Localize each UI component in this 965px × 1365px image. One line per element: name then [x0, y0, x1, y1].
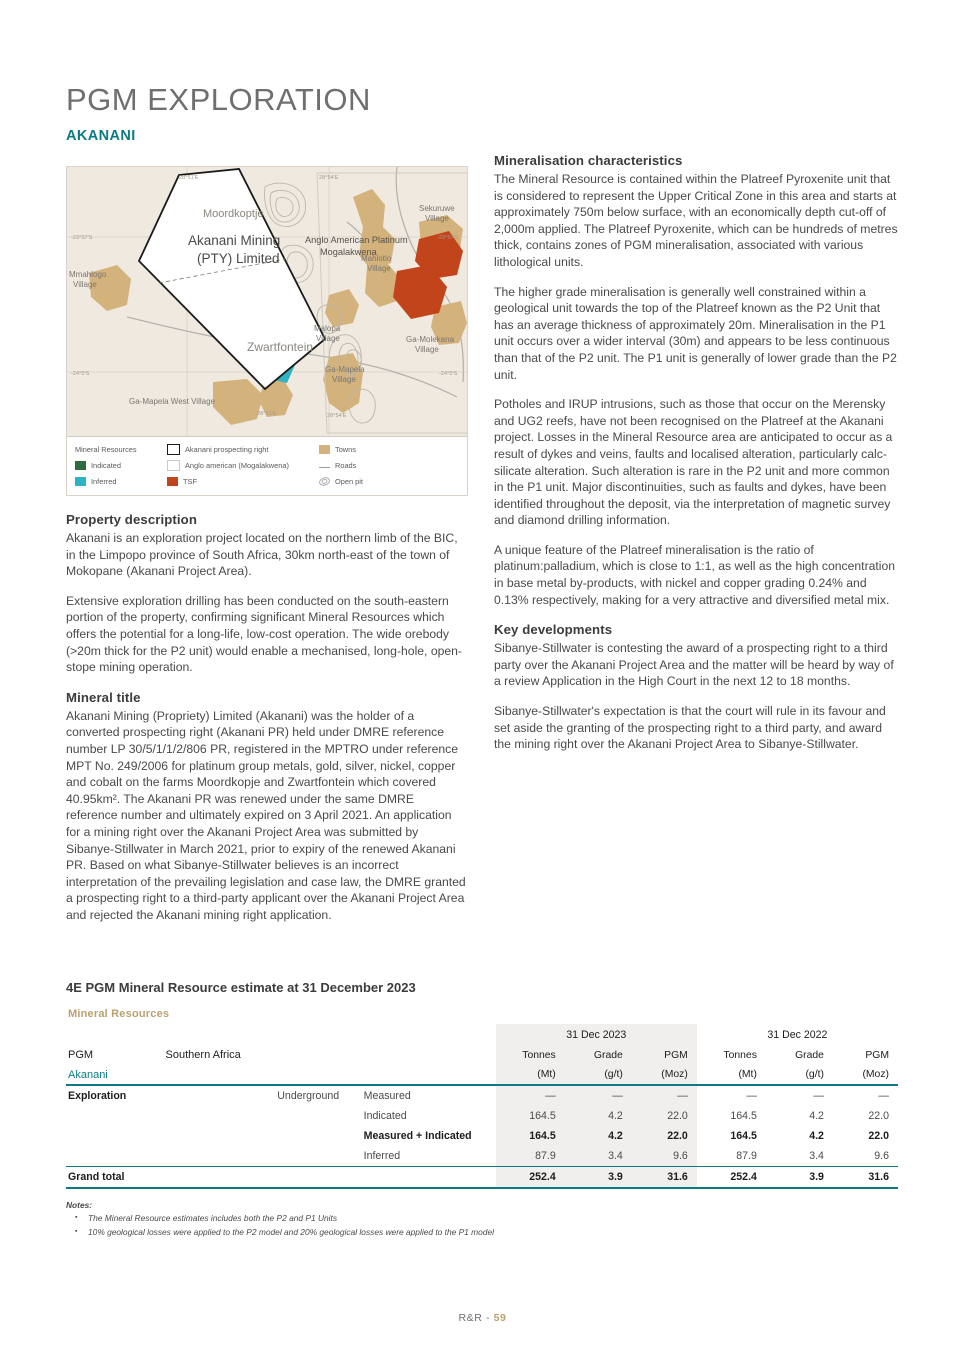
mineral-resource-table: [66, 1024, 898, 1189]
table-year-header-row: [66, 1024, 898, 1045]
svg-text:Mogalakwena: Mogalakwena: [320, 247, 377, 257]
table-group-label: Mineral Resources: [68, 1008, 170, 1020]
svg-text:Mmahlogo: Mmahlogo: [69, 270, 107, 279]
legend-item-anglo-american: Anglo american (Mogalakwena): [167, 459, 317, 472]
row-classification: Measured: [363, 1090, 411, 1102]
legend-item-tsf: TSF: [167, 475, 317, 488]
table-units-row: [66, 1065, 898, 1085]
indicated-swatch-icon: [75, 461, 86, 470]
paragraph: Akanani is an exploration project located on the northern limb of the BIC, in the Limpopo province of South Africa, 30km north-east of the town of Mokopane (Akanani Project Area).: [66, 531, 458, 579]
table-row: [66, 1106, 898, 1126]
cell-2022-pgm: 9.6: [833, 1146, 898, 1167]
total-2022-tonnes: 252.4: [697, 1167, 766, 1189]
section-key-developments: [494, 622, 898, 753]
section-heading: Key developments: [494, 622, 613, 638]
total-2022-grade: 3.9: [766, 1167, 833, 1189]
row-method: [277, 1146, 363, 1167]
svg-text:Village: Village: [316, 334, 340, 343]
unit-2023-tonnes: (Mt): [496, 1065, 565, 1085]
svg-text:28°54'E: 28°54'E: [327, 413, 347, 419]
cell-2023-tonnes: 164.5: [496, 1106, 565, 1126]
cell-2022-tonnes: 164.5: [730, 1110, 757, 1122]
paragraph: The Mineral Resource is contained within the Platreef Pyroxenite unit that is considered to represent the Upper Critical Zone in this area and starts at approximately 750m below surface, with an economically depth cut-off of 2,000m applied. The Platreef Pyroxenite, which can be hundreds of metres thick, contains zones of PGM mineralisation, associated with various lithological units.: [494, 172, 898, 269]
tsf-swatch-icon: [167, 477, 178, 486]
header-2023-grade: Grade: [565, 1045, 632, 1065]
cell-2023-grade: 4.2: [565, 1106, 632, 1126]
svg-text:-23°57'S: -23°57'S: [71, 235, 93, 241]
legend-item-indicated: Indicated: [75, 459, 160, 472]
header-commodity: PGM: [68, 1049, 94, 1061]
row-category: [66, 1106, 166, 1126]
svg-text:Malopa: Malopa: [314, 324, 341, 333]
svg-text:Mahlotlo: Mahlotlo: [361, 254, 392, 263]
paragraph: The higher grade mineralisation is generally well constrained within a geological unit towards the top of the Platreef known as the P2 Unit that has an average thickness of approximately 20m. Mineralisation in the P1 unit occurs over a wider interval (30m) and appears to be less continuous than that of the P2 unit. The P1 unit is generally of lower grade than the P2 unit.: [494, 284, 897, 382]
cell-2023-grade: 4.2: [565, 1126, 632, 1146]
paragraph: Sibanye-Stillwater's expectation is that the court will rule in its favour and set aside the granting of the prospecting right to a third party, and award the mining right over the Akanani Project Area to Sibanye-Stillwater.: [494, 704, 886, 752]
legend-item-towns: Towns: [319, 443, 409, 456]
page-title: PGM EXPLORATION: [66, 82, 371, 117]
table-row: [66, 1146, 898, 1167]
total-2023-pgm: 31.6: [632, 1167, 697, 1189]
header-2022-grade: Grade: [795, 1049, 824, 1061]
total-label: Grand total: [66, 1167, 496, 1189]
unit-2023-grade: (g/t): [565, 1065, 632, 1085]
row-classification: Indicated: [363, 1110, 407, 1122]
total-2023-grade: 3.9: [565, 1167, 632, 1189]
paragraph: Extensive exploration drilling has been conducted on the south-eastern portion of the property, confirming significant Mineral Resources which offers the potential for a long-life, low-cost operation. The wide orebody (>20m thick for the P2 unit) would enable a mechanised, long-hole, open-stope mining operation.: [66, 593, 462, 675]
section-mineral-title: [66, 690, 468, 924]
svg-text:-24°0'S: -24°0'S: [439, 371, 458, 377]
header-2023-tonnes: Tonnes: [496, 1045, 565, 1065]
svg-text:Village: Village: [425, 214, 449, 223]
cell-2022-pgm: 22.0: [868, 1130, 889, 1142]
legend-item-open-pit: Open pit: [319, 475, 409, 488]
unit-2022-tonnes: (Mt): [697, 1065, 766, 1085]
footer-prefix: R&R -: [458, 1312, 494, 1324]
svg-text:Ga-Molekana: Ga-Molekana: [406, 335, 455, 344]
cell-2022-grade: 4.2: [809, 1130, 824, 1142]
year-header-2023: 31 Dec 2023: [496, 1024, 697, 1045]
cell-2023-pgm: 9.6: [632, 1146, 697, 1167]
section-heading: Mineralisation characteristics: [494, 153, 683, 168]
svg-text:Ga-Mapela West Village: Ga-Mapela West Village: [129, 397, 215, 406]
akanani-location-map: [66, 166, 468, 496]
section-heading: Mineral title: [66, 689, 141, 705]
paragraph: Potholes and IRUP intrusions, such as those that occur on the Merensky and UG2 reefs, have not been recognised on the Platreef at the Akanani project. Losses in the Mineral Resource area are anticipated to occur as a result of dykes and veins, faults and localised alteration, particularly calc-silicate alteration. Such alteration is rare in the P2 unit and more common in the P1 unit. Major discontinuities, such as faults and dykes, have been identified throughout the deposit, via the interpretation of magnetic survey and diamond drilling information.: [494, 397, 893, 528]
year-header-2022: 31 Dec 2022: [767, 1028, 828, 1041]
cell-2023-grade: —: [565, 1085, 632, 1106]
paragraph: Sibanye-Stillwater is contesting the award of a prospecting right to a third party over the Akanani Project Area and the matter will be heard by way of a review Application in the High Court in the next 12 to 18 months.: [494, 641, 894, 689]
cell-2022-pgm: 22.0: [868, 1110, 889, 1122]
svg-text:Village: Village: [415, 345, 439, 354]
cell-2023-tonnes: 87.9: [496, 1146, 565, 1167]
cell-2022-pgm: —: [878, 1090, 889, 1102]
cell-2023-pgm: 22.0: [632, 1106, 697, 1126]
table-row: [66, 1085, 898, 1106]
total-2023-tonnes: 252.4: [496, 1167, 565, 1189]
page-subtitle: AKANANI: [66, 128, 136, 144]
svg-text:-23°57'S: -23°57'S: [437, 235, 459, 241]
table-title: 4E PGM Mineral Resource estimate at 31 December 2023: [66, 980, 416, 995]
section-heading: Property description: [66, 512, 197, 527]
svg-text:28°54'E: 28°54'E: [319, 175, 339, 181]
unit-2023-pgm: (Moz): [632, 1065, 697, 1085]
section-mineralisation-characteristics: [494, 153, 898, 608]
operation-label: Akanani: [66, 1065, 166, 1085]
svg-text:Moordkoptje: Moordkoptje: [203, 208, 264, 220]
paragraph: Akanani Mining (Propriety) Limited (Akanani) was the holder of a converted prospecting right (Akanani PR) held under DMRE reference number LP 30/5/1/1/2/806 PR, registered in the MPTRO under reference MPT No. 249/2006 for platinum group metals, gold, silver, nickel, copper and cobalt on the farms Moordkopje and Zwartfontein which covered 40.95km². The Akanani PR was renewed under the same DMRE reference number and ultimately expired on 3 April 2021. An application for a mining right over the Akanani Project Area was submitted by Sibanye-Stillwater in March 2021, prior to expiry of the renewed Akanani PR. Based on what Sibanye-Stillwater believes is an incorrect interpretation of the prevailing legislation and case law, the DMRE granted a prospecting right to a third-party applicant over the Akanani Project Area and rejected the Akanani mining right application.: [66, 708, 466, 922]
cell-2022-tonnes: 87.9: [697, 1146, 766, 1167]
svg-text:-24°0'S: -24°0'S: [71, 371, 90, 377]
right-column: [494, 153, 898, 753]
inferred-swatch-icon: [75, 477, 86, 486]
row-method: [277, 1126, 363, 1146]
table-row: [66, 1126, 898, 1146]
svg-text:Village: Village: [73, 280, 97, 289]
header-2022-tonnes: Tonnes: [723, 1049, 757, 1061]
cell-2022-grade: 3.4: [766, 1146, 833, 1167]
note-item: ▪ The Mineral Resource estimates includes both the P2 and P1 Units: [88, 1213, 766, 1224]
svg-text:Village: Village: [332, 375, 356, 384]
header-region: Southern Africa: [165, 1049, 241, 1061]
cell-2022-grade: 4.2: [809, 1110, 824, 1122]
notes-heading: Notes:: [66, 1200, 93, 1210]
svg-text:28°51'E: 28°51'E: [179, 175, 199, 181]
svg-text:Akanani Mining: Akanani Mining: [188, 233, 281, 248]
cell-2022-grade: —: [813, 1090, 824, 1102]
cell-2023-pgm: 22.0: [632, 1126, 697, 1146]
svg-text:(PTY) Limited: (PTY) Limited: [197, 251, 280, 266]
anglo-american-swatch-icon: [167, 460, 180, 471]
svg-text:Ga-Mapela: Ga-Mapela: [325, 365, 365, 374]
cell-2022-tonnes: 164.5: [730, 1130, 757, 1142]
row-method: [277, 1106, 363, 1126]
left-column: [66, 166, 468, 923]
cell-2023-pgm: —: [632, 1085, 697, 1106]
note-item: ▪ 10% geological losses were applied to the P2 model and 20% geological losses were applied to the P1 model: [88, 1227, 766, 1238]
legend-item-inferred: Inferred: [75, 475, 160, 488]
row-category: Exploration: [68, 1090, 127, 1102]
svg-text:Village: Village: [367, 264, 391, 273]
page-footer: [0, 1312, 965, 1324]
header-2023-pgm: PGM: [632, 1045, 697, 1065]
svg-text:Zwartfontein: Zwartfontein: [247, 340, 314, 354]
row-method: Underground: [277, 1090, 340, 1102]
table-total-row: [66, 1167, 898, 1189]
row-classification: Measured + Indicated: [363, 1130, 472, 1142]
section-property-description: [66, 512, 468, 676]
unit-2022-pgm: (Moz): [833, 1065, 898, 1085]
prospecting-right-swatch-icon: [167, 444, 180, 455]
svg-text:Anglo American Platinum: Anglo American Platinum: [305, 235, 408, 245]
towns-swatch-icon: [319, 445, 330, 454]
legend-item-roads: Roads: [319, 459, 409, 472]
footer-page-number: 59: [493, 1312, 507, 1324]
unit-2022-grade: (g/t): [766, 1065, 833, 1085]
legend-item-prospecting-right: Akanani prospecting right: [167, 443, 317, 456]
row-category: [66, 1146, 166, 1167]
map-legend: [67, 436, 467, 495]
open-pit-swatch-icon: [319, 477, 330, 486]
table-metric-header-row: [66, 1045, 898, 1065]
cell-2023-grade: 3.4: [565, 1146, 632, 1167]
roads-swatch-icon: [319, 467, 330, 468]
table-notes: [66, 1200, 766, 1240]
paragraph: A unique feature of the Platreef mineralisation is the ratio of platinum:palladium, which is close to 1:1, as well as the high concentration in base metal by-products, with nickel and copper grading 0.24% and 0.13% respectively, making for a very attractive and diversified metal mix.: [494, 542, 896, 607]
svg-text:Sekuruwe: Sekuruwe: [419, 204, 455, 213]
cell-2022-tonnes: —: [746, 1090, 757, 1102]
legend-group-title: Mineral Resources: [75, 445, 137, 454]
cell-2023-tonnes: —: [496, 1085, 565, 1106]
row-category: [66, 1126, 166, 1146]
svg-text:28°51'E: 28°51'E: [257, 411, 277, 417]
cell-2023-tonnes: 164.5: [496, 1126, 565, 1146]
row-classification: Inferred: [364, 1146, 496, 1167]
total-2022-pgm: 31.6: [833, 1167, 898, 1189]
header-2022-pgm: PGM: [865, 1049, 889, 1061]
